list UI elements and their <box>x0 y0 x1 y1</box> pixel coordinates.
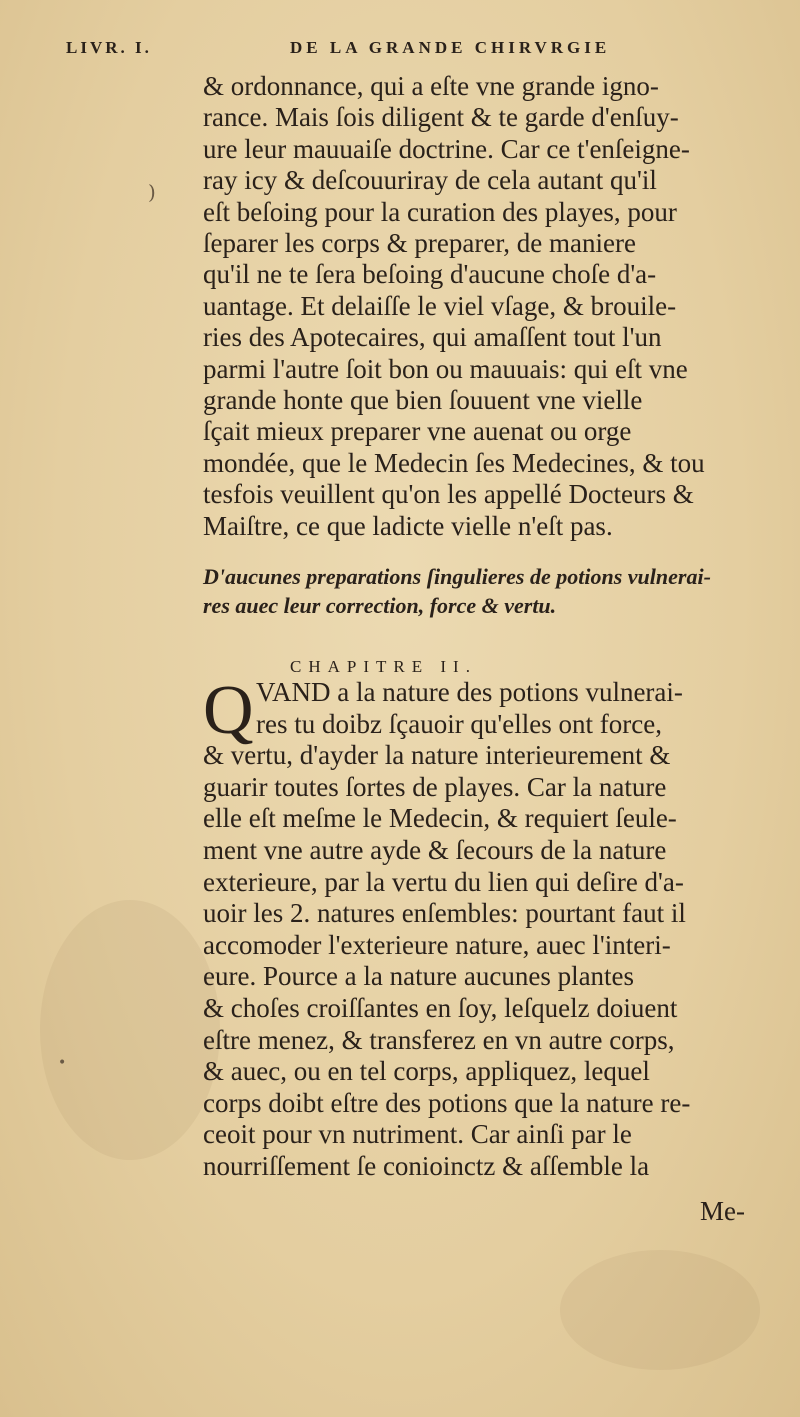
text-line: exterieure, par la vertu du lien qui deſire d'a- <box>203 866 684 897</box>
text-line: eſtre menez, & transferez en vn autre corps, <box>203 1024 675 1055</box>
text-line: ſçait mieux preparer vne auenat ou orge <box>203 416 632 447</box>
section-title-line: D'aucunes preparations ſingulieres de potions vulnerai- <box>203 564 711 589</box>
text-line: & auec, ou en tel corps, appliquez, lequel <box>203 1056 650 1087</box>
paper-stain <box>40 900 220 1160</box>
chapter-heading: CHAPITRE II. <box>290 657 477 676</box>
section-title-line: res auec leur correction, force & vertu. <box>203 593 557 618</box>
text-line: VAND a la nature des potions vulnerai- <box>256 677 683 707</box>
running-head-book: LIVR. I. <box>66 38 152 57</box>
text-line: uantage. Et delaiſſe le viel vſage, & brouile- <box>203 290 677 321</box>
text-line: & choſes croiſſantes en ſoy, leſquelz doiuent <box>203 992 678 1023</box>
text-line: parmi l'autre ſoit bon ou mauuais: qui eſt vne <box>203 353 688 384</box>
text-line: guarir toutes ſortes de playes. Car la nature <box>203 771 667 802</box>
text-line: res tu doibz ſçauoir qu'elles ont force, <box>256 708 662 739</box>
text-line: grande honte que bien ſouuent vne vielle <box>203 385 643 416</box>
text-line: eure. Pource a la nature aucunes plantes <box>203 961 635 992</box>
catchword: Me- <box>700 1196 745 1226</box>
paper-stain <box>560 1250 760 1370</box>
margin-mark: ) <box>148 180 156 204</box>
text-line: & ordonnance, qui a eſte vne grande igno- <box>203 71 659 101</box>
opening-paragraph <box>203 71 783 542</box>
text-line: ries des Apotecaires, qui amaſſent tout l'un <box>203 322 662 353</box>
text-line: ray icy & deſcouuriray de cela autant qu'il <box>203 165 657 196</box>
running-head <box>50 38 750 66</box>
text-line: elle eſt meſme le Medecin, & requiert ſeule- <box>203 803 677 834</box>
text-line: accomoder l'exterieure nature, auec l'interi- <box>203 929 671 960</box>
text-line: eſt beſoing pour la curation des playes, pour <box>203 196 677 227</box>
text-line: nourriſſement ſe conioinctz & aſſemble la <box>203 1150 650 1181</box>
running-head-title: DE LA GRANDE CHIRVRGIE <box>290 38 611 57</box>
text-line: Maiſtre, ce que ladicte vielle n'eſt pas. <box>203 510 613 541</box>
text-line: ure leur mauuaiſe doctrine. Car ce t'enſeigne- <box>203 133 690 164</box>
text-line: ceoit pour vn nutriment. Car ainſi par le <box>203 1119 632 1150</box>
text-line: rance. Mais ſois diligent & te garde d'enſuy- <box>203 102 679 133</box>
drop-capital: Q <box>203 672 254 749</box>
section-title <box>203 562 788 620</box>
text-line: & vertu, d'ayder la nature interieurement & <box>203 740 671 771</box>
text-line: corps doibt eſtre des potions que la nature re- <box>203 1087 691 1118</box>
text-line: tesfois veuillent qu'on les appellé Docteurs & <box>203 479 694 510</box>
text-line: qu'il ne te ſera beſoing d'aucune choſe d'a- <box>203 259 657 290</box>
text-line: uoir les 2. natures enſembles: pourtant faut il <box>203 898 686 929</box>
margin-mark: • <box>58 1055 67 1071</box>
text-line: mondée, que le Medecin ſes Medecines, & tou <box>203 447 705 478</box>
text-line: ment vne autre ayde & ſecours de la nature <box>203 834 667 865</box>
text-line: ſeparer les corps & preparer, de maniere <box>203 228 636 259</box>
chapter-paragraph <box>203 672 788 1183</box>
